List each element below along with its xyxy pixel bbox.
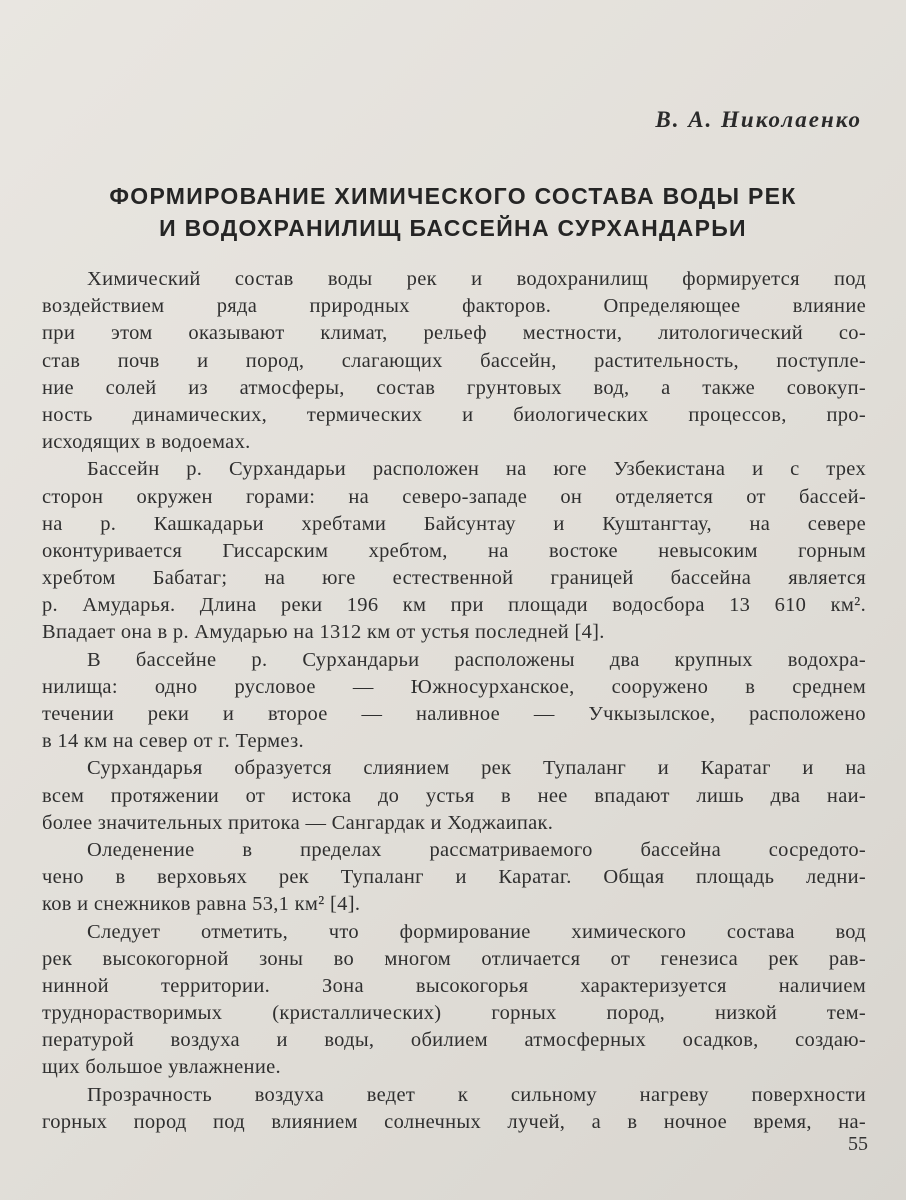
text-line: горных пород под влиянием солнечных лучей, а в ночное время, на- — [42, 1110, 866, 1133]
paragraph-4 — [42, 755, 866, 837]
text-line: ность динамических, термических и биологических процессов, про- — [42, 403, 866, 426]
text-line: В бассейне р. Сурхандарьи расположены два крупных водохра- — [87, 648, 866, 671]
text-line: исходящих в водоемах. — [42, 431, 251, 454]
paragraph-2 — [42, 456, 866, 646]
text-line: Впадает она в р. Амударью на 1312 км от устья последней [4]. — [42, 621, 605, 644]
text-line: щих большое увлажнение. — [42, 1056, 281, 1079]
text-line: труднорастворимых (кристаллических) горных пород, низкой тем- — [42, 1002, 866, 1025]
text-line: при этом оказывают климат, рельеф местности, литологический со- — [42, 322, 866, 345]
text-line: хребтом Бабатаг; на юге естественной границей бассейна является — [42, 567, 866, 590]
text-line: Оледенение в пределах рассматриваемого бассейна сосредото- — [87, 838, 866, 861]
author-name: В. А. Николаенко — [655, 107, 862, 132]
text-line: ков и снежников равна 53,1 км² [4]. — [42, 893, 361, 916]
title-line-2: И ВОДОХРАНИЛИЩ БАССЕЙНА СУРХАНДАРЬИ — [159, 215, 747, 241]
paragraph-7 — [42, 1082, 866, 1136]
text-line: пературой воздуха и воды, обилием атмосферных осадков, создаю- — [42, 1029, 866, 1052]
text-line: Прозрачность воздуха ведет к сильному нагреву поверхности — [87, 1083, 866, 1106]
text-line: Следует отметить, что формирование химического состава вод — [87, 920, 866, 943]
article-body — [42, 266, 866, 1136]
text-line: нилища: одно русловое — Южносурханское, сооружено в среднем — [42, 675, 866, 698]
text-line: на р. Кашкадарьи хребтами Байсунтау и Куштангтау, на севере — [42, 512, 866, 535]
paragraph-5 — [42, 837, 866, 919]
text-line: став почв и пород, слагающих бассейн, растительность, поступле- — [42, 349, 866, 372]
paragraph-6 — [42, 919, 866, 1082]
paragraph-1 — [42, 266, 866, 456]
text-line: сторон окружен горами: на северо-западе он отделяется от бассей- — [42, 485, 866, 508]
text-line: р. Амударья. Длина реки 196 км при площади водосбора 13 610 км². — [42, 594, 866, 617]
text-line: чено в верховьях рек Тупаланг и Каратаг. Общая площадь ледни- — [42, 866, 866, 889]
text-line: Химический состав воды рек и водохранилищ формируется под — [87, 268, 866, 290]
text-line: всем протяжении от истока до устья в нее впадают лишь два наи- — [42, 784, 866, 807]
text-line: течении реки и второе — наливное — Учкызылское, расположено — [42, 703, 866, 725]
text-line: оконтуривается Гиссарским хребтом, на востоке невысоким горным — [42, 539, 866, 562]
text-line: в 14 км на север от г. Термез. — [42, 730, 304, 753]
paragraph-3 — [42, 647, 866, 756]
title-line-1: ФОРМИРОВАНИЕ ХИМИЧЕСКОГО СОСТАВА ВОДЫ РЕК — [109, 183, 797, 209]
text-line: рек высокогорной зоны во многом отличается от генезиса рек рав- — [42, 947, 866, 970]
text-line: нинной территории. Зона высокогорья характеризуется наличием — [42, 974, 866, 997]
text-line: более значительных притока — Сангардак и Ходжаипак. — [42, 811, 554, 834]
text-line: Бассейн р. Сурхандарьи расположен на юге Узбекистана и с трех — [87, 458, 866, 481]
text-line: ние солей из атмосферы, состав грунтовых вод, а также совокуп- — [42, 376, 866, 399]
article-title — [40, 180, 866, 244]
page-number: 55 — [848, 1133, 868, 1155]
text-line: Сурхандарья образуется слиянием рек Тупаланг и Каратаг и на — [87, 757, 866, 780]
text-line: воздействием ряда природных факторов. Определяющее влияние — [42, 295, 866, 318]
